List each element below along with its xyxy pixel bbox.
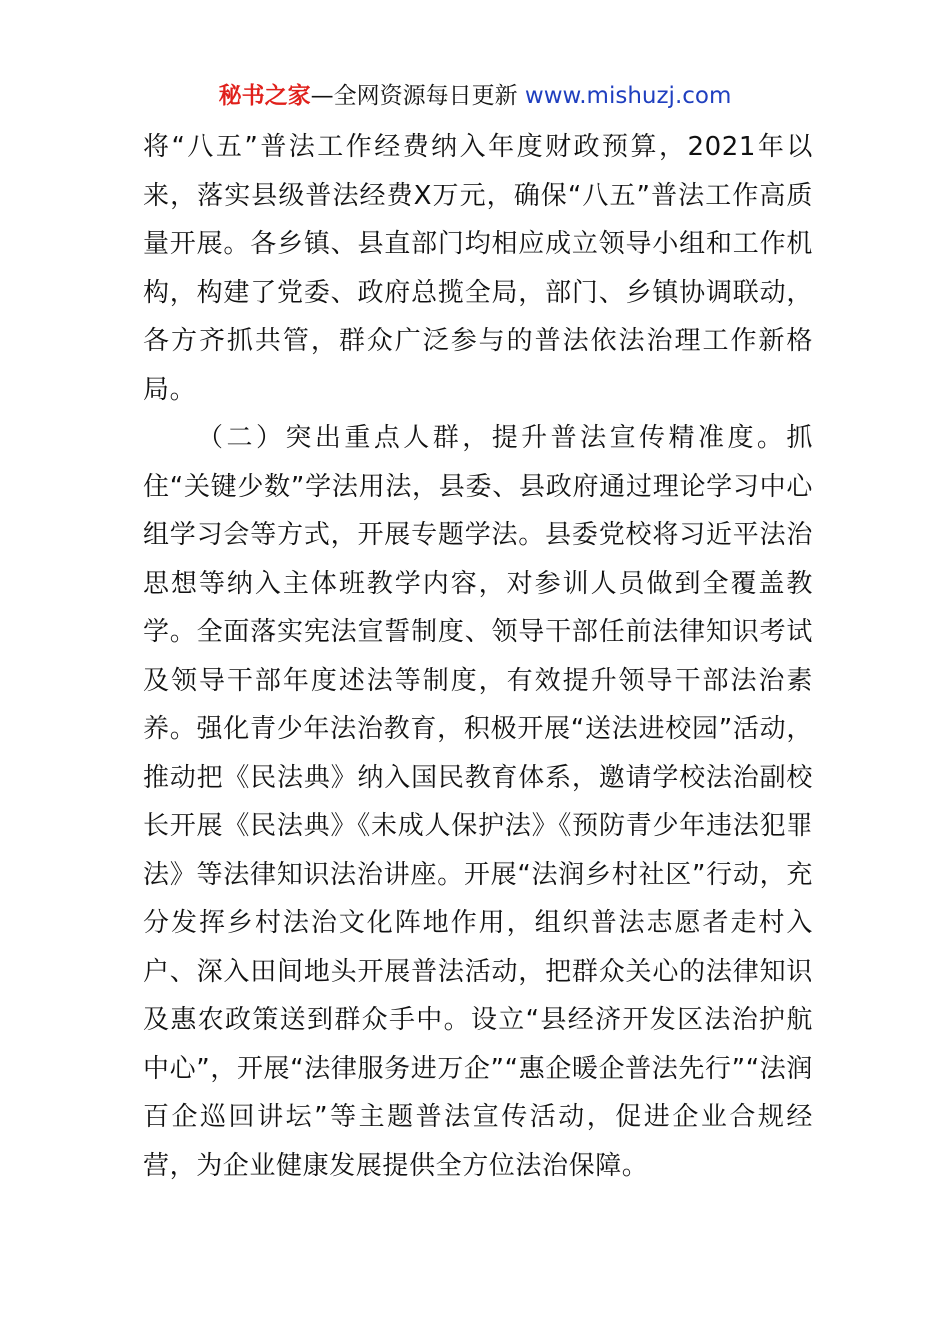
paragraph-section-two: （二）突出重点人群，提升普法宣传精准度。抓住“关键少数”学法用法，县委、县政府通过理论学习中心组学习会等方式，开展专题学法。县委党校将习近平法治思想等纳入主体班教学内容，对参训人员做到全覆盖教学。全面落实宪法宣誓制度、领导干部任前法律知识考试及领导干部年度述法等制度，有效提升领导干部法治素养。强化青少年法治教育，积极开展“送法进校园”活动，推动把《民法典》纳入国民教育体系，邀请学校法治副校长开展《民法典》《未成人保护法》《预防青少年违法犯罪法》等法律知识法治讲座。开展“法润乡村社区”行动，充分发挥乡村法治文化阵地作用，组织普法志愿者走村入户、深入田间地头开展普法活动，把群众关心的法律知识及惠农政策送到群众手中。设立“县经济开发区法治护航中心”，开展“法律服务进万企”“惠企暖企普法先行”“法润百企巡回讲坛”等主题普法宣传活动，促进企业合规经营，为企业健康发展提供全方位法治保障。 xyxy=(143,423,813,1181)
site-url-link[interactable]: www.mishuzj.com xyxy=(524,83,732,109)
page-header xyxy=(0,78,950,114)
site-brand: 秘书之家 xyxy=(218,83,311,109)
paragraph-continuation: 将“八五”普法工作经费纳入年度财政预算，2021年以来，落实县级普法经费X万元，确保“八五”普法工作高质量开展。各乡镇、县直部门均相应成立领导小组和工作机构，构建了党委、政府总揽全局，部门、乡镇协调联动，各方齐抓共管，群众广泛参与的普法依法治理工作新格局。 xyxy=(143,132,813,405)
site-tagline: —全网资源每日更新 xyxy=(310,83,525,109)
document-body xyxy=(143,123,813,1190)
